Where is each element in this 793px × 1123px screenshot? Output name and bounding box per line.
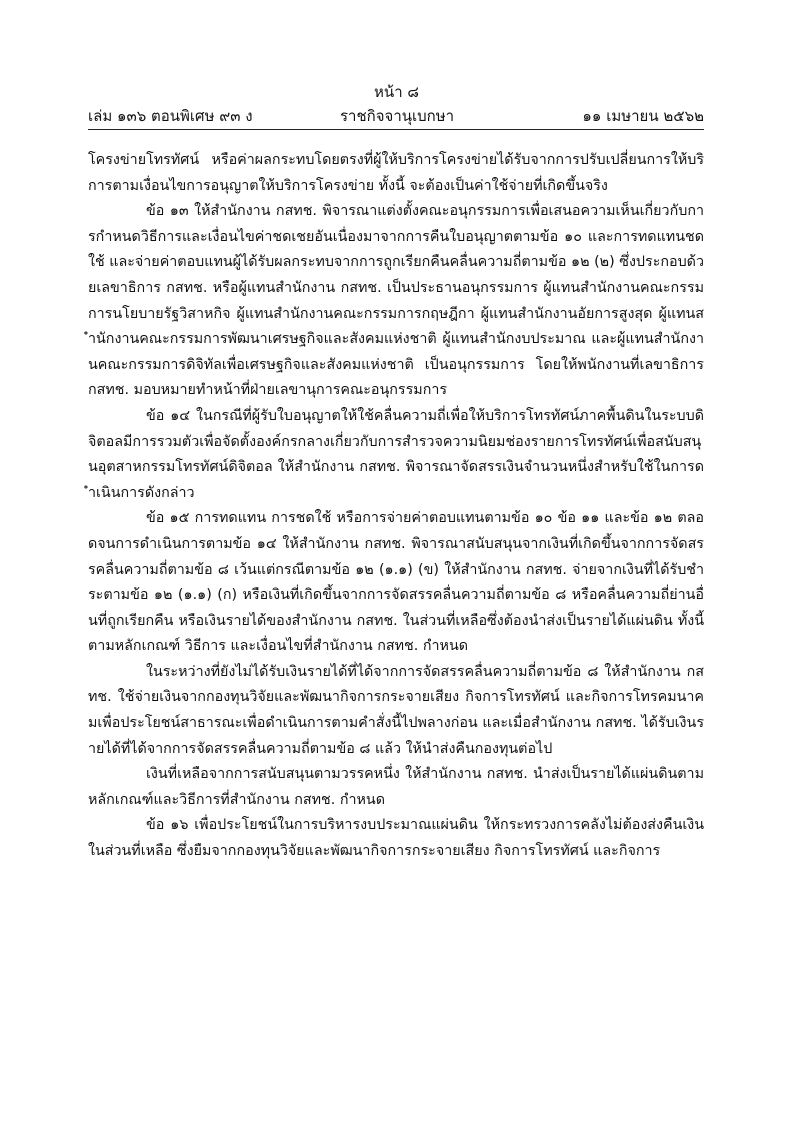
gazette-name: ราชกิจจานุเบกษา bbox=[340, 107, 455, 125]
paragraph: โครงข่ายโทรทัศน์ หรือค่าผลกระทบโดยตรงที่ผู้ให้บริการโครงข่ายได้รับจากการปรับเปลี่ยนการให้บริการตามเงื่อนไขการอนุญาตให้บริการโครงข่าย ทั้งนี้ จะต้องเป็นค่าใช้จ่ายที่เกิดขึ้นจริง bbox=[88, 152, 704, 194]
publication-date: ๑๑ เมษายน ๒๕๖๒ bbox=[582, 107, 704, 125]
paragraph-article-15: ข้อ ๑๕ การทดแทน การชดใช้ หรือการจ่ายค่าตอบแทนตามข้อ ๑๐ ข้อ ๑๑ และข้อ ๑๒ ตลอดจนการดำเนินการตามข้อ ๑๔ ให้สำนักงาน กสทช. พิจารณาสนับสนุนจากเงินที่เกิดขึ้นจากการจัดสรรคลื่นความถี่ตามข้อ ๘ เว้นแต่กรณีตามข้อ ๑๒ (๑.๑) (ข) ให้สำนักงาน กสทช. จ่ายจากเงินที่ได้รับชำระตามข้อ ๑๒ (๑.๑) (ก) หรือเงินที่เกิดขึ้นจากการจัดสรรคลื่นความถี่ตามข้อ ๘ หรือคลื่นความถี่ย่านอื่นที่ถูกเรียกคืน หรือเงินรายได้ของสำนักงาน กสทช. ในส่วนที่เหลือซึ่งต้องนำส่งเป็นรายได้แผ่นดิน ทั้งนี้ ตามหลักเกณฑ์ วิธีการ และเงื่อนไขที่สำนักงาน กสทช. กำหนด bbox=[88, 510, 704, 655]
page-number: หน้า ๘ bbox=[374, 83, 419, 101]
paragraph: ในระหว่างที่ยังไม่ได้รับเงินรายได้ที่ได้จากการจัดสรรคลื่นความถี่ตามข้อ ๘ ให้สำนักงาน กสทช. ใช้จ่ายเงินจากกองทุนวิจัยและพัฒนากิจการกระจายเสียง กิจการโทรทัศน์ และกิจการโทรคมนาคมเพื่อประโยชน์สาธารณะเพื่อดำเนินการตามคำสั่งนี้ไปพลางก่อน และเมื่อสำนักงาน กสทช. ได้รับเงินรายได้ที่ได้จากการจัดสรรคลื่นความถี่ตามข้อ ๘ แล้ว ให้นำส่งคืนกองทุนต่อไป bbox=[88, 663, 704, 757]
gazette-header bbox=[88, 106, 704, 128]
volume-issue: เล่ม ๑๓๖ ตอนพิเศษ ๙๓ ง bbox=[88, 107, 253, 125]
header-divider bbox=[88, 129, 704, 130]
document-body bbox=[88, 148, 704, 865]
paragraph: เงินที่เหลือจากการสนับสนุนตามวรรคหนึ่ง ให้สำนักงาน กสทช. นำส่งเป็นรายได้แผ่นดินตามหลักเกณฑ์และวิธีการที่สำนักงาน กสทช. กำหนด bbox=[88, 766, 704, 808]
paragraph-article-16: ข้อ ๑๖ เพื่อประโยชน์ในการบริหารงบประมาณแผ่นดิน ให้กระทรวงการคลังไม่ต้องส่งคืนเงินในส่วนที่เหลือ ซึ่งยืมจากกองทุนวิจัยและพัฒนากิจการกระจายเสียง กิจการโทรทัศน์ และกิจการ bbox=[88, 817, 704, 860]
paragraph-article-13: ข้อ ๑๓ ให้สำนักงาน กสทช. พิจารณาแต่งตั้งคณะอนุกรรมการเพื่อเสนอความเห็นเกี่ยวกับการกำหนดวิธีการและเงื่อนไขค่าชดเชยอันเนื่องมาจากการคืนใบอนุญาตตามข้อ ๑๐ และการทดแทนชดใช้ และจ่ายค่าตอบแทนผู้ได้รับผลกระทบจากการถูกเรียกคืนคลื่นความถี่ตามข้อ ๑๒ (๒) ซึ่งประกอบด้วยเลขาธิการ กสทช. หรือผู้แทนสำนักงาน กสทช. เป็นประธานอนุกรรมการ ผู้แทนสำนักงานคณะกรรมการนโยบายรัฐวิสาหกิจ ผู้แทนสำนักงานคณะกรรมการกฤษฎีกา ผู้แทนสำนักงานอัยการสูงสุด ผู้แทนสำนักงานคณะกรรมการพัฒนาเศรษฐกิจและสังคมแห่งชาติ ผู้แทนสำนักงบประมาณ และผู้แทนสำนักงานคณะกรรมการดิจิทัลเพื่อเศรษฐกิจและสังคมแห่งชาติ เป็นอนุกรรมการ โดยให้พนักงานที่เลขาธิการ กสทช. มอบหมายทำหน้าที่ฝ่ายเลขานุการคณะอนุกรรมการ bbox=[88, 203, 704, 399]
paragraph-article-14: ข้อ ๑๔ ในกรณีที่ผู้รับใบอนุญาตให้ใช้คลื่นความถี่เพื่อให้บริการโทรทัศน์ภาคพื้นดินในระบบดิจิตอลมีการรวมตัวเพื่อจัดตั้งองค์กรกลางเกี่ยวกับการสำรวจความนิยมช่องรายการโทรทัศน์เพื่อสนับสนุนอุตสาหกรรมโทรทัศน์ดิจิตอล ให้สำนักงาน กสทช. พิจารณาจัดสรรเงินจำนวนหนึ่งสำหรับใช้ในการดำเนินการดังกล่าว bbox=[88, 407, 704, 501]
